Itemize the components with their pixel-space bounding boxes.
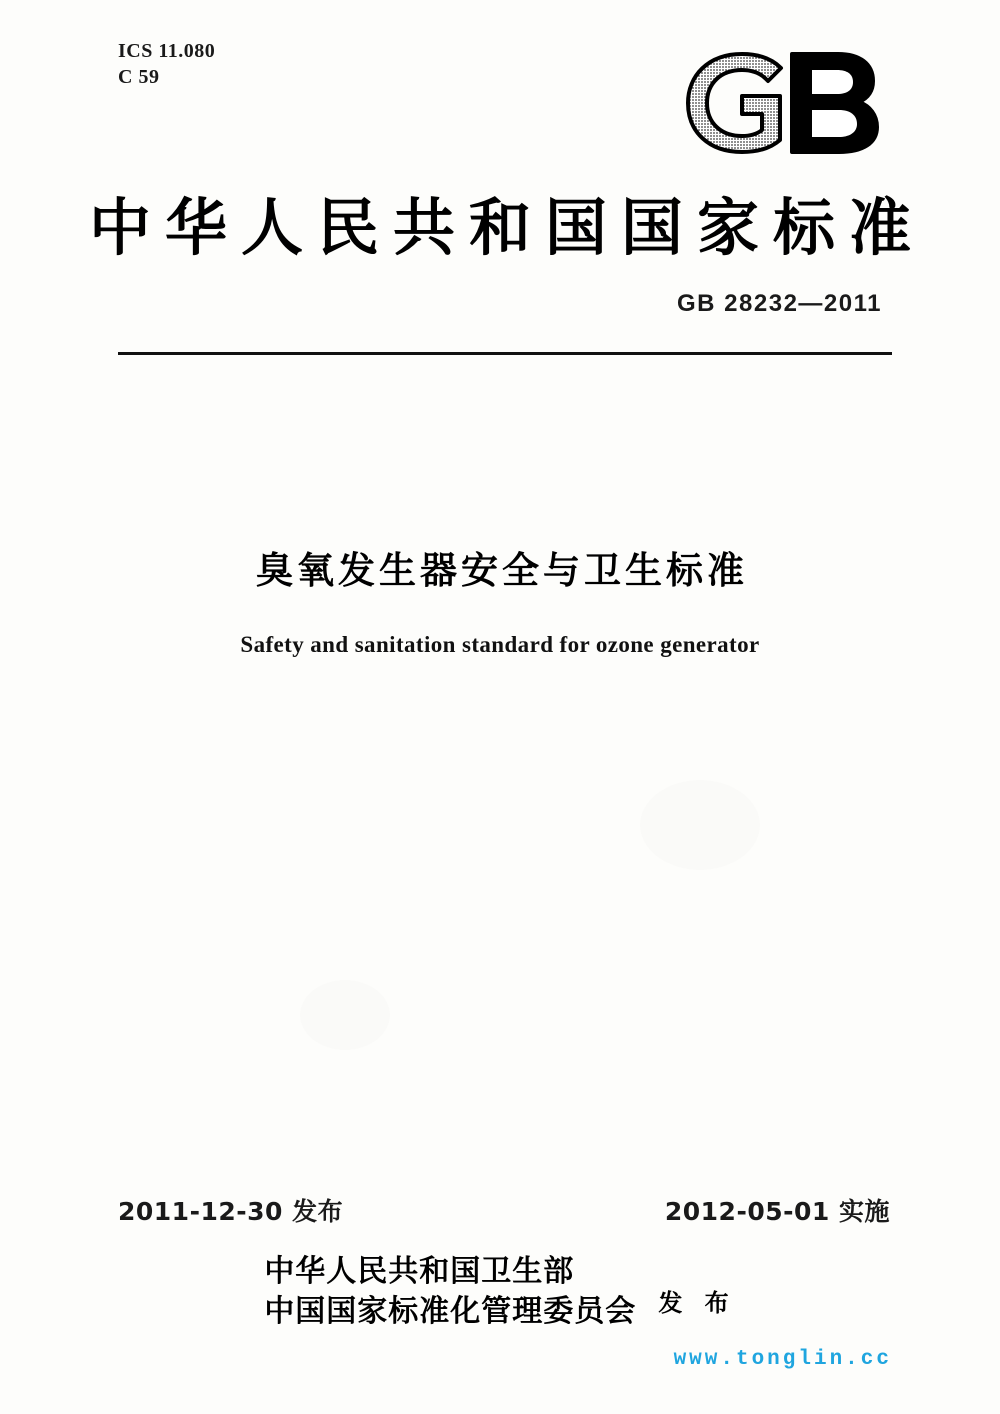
implementation-date: 2012-05-01 实施 — [664, 1197, 890, 1226]
paper-texture-blotch — [300, 980, 390, 1050]
header-divider — [118, 352, 892, 355]
issue-date: 2011-12-30 发布 — [118, 1197, 344, 1226]
document-title-chinese: 臭氧发生器安全与卫生标准 — [256, 548, 748, 592]
watermark-url: www.tonglin.cc — [673, 1348, 892, 1371]
standard-number: GB 28232—2011 — [677, 290, 882, 317]
publisher-verb: 发 布 — [658, 1289, 736, 1318]
publisher-line-1: 中华人民共和国卫生部 — [264, 1254, 575, 1289]
publisher-block — [0, 1252, 1000, 1331]
ics-code: ICS 11.080 — [118, 40, 216, 62]
publisher-line-2: 中国国家标准化管理委员会 — [264, 1293, 637, 1329]
classification-codes — [118, 38, 215, 90]
gb-logo — [680, 48, 890, 158]
paper-texture-blotch — [640, 780, 760, 870]
document-title-english: Safety and sanitation standard for ozone generator — [240, 632, 760, 657]
publisher-names — [264, 1252, 636, 1331]
ccs-code: C 59 — [118, 66, 160, 88]
national-standard-title: 中华人民共和国国家标准 — [88, 191, 925, 264]
